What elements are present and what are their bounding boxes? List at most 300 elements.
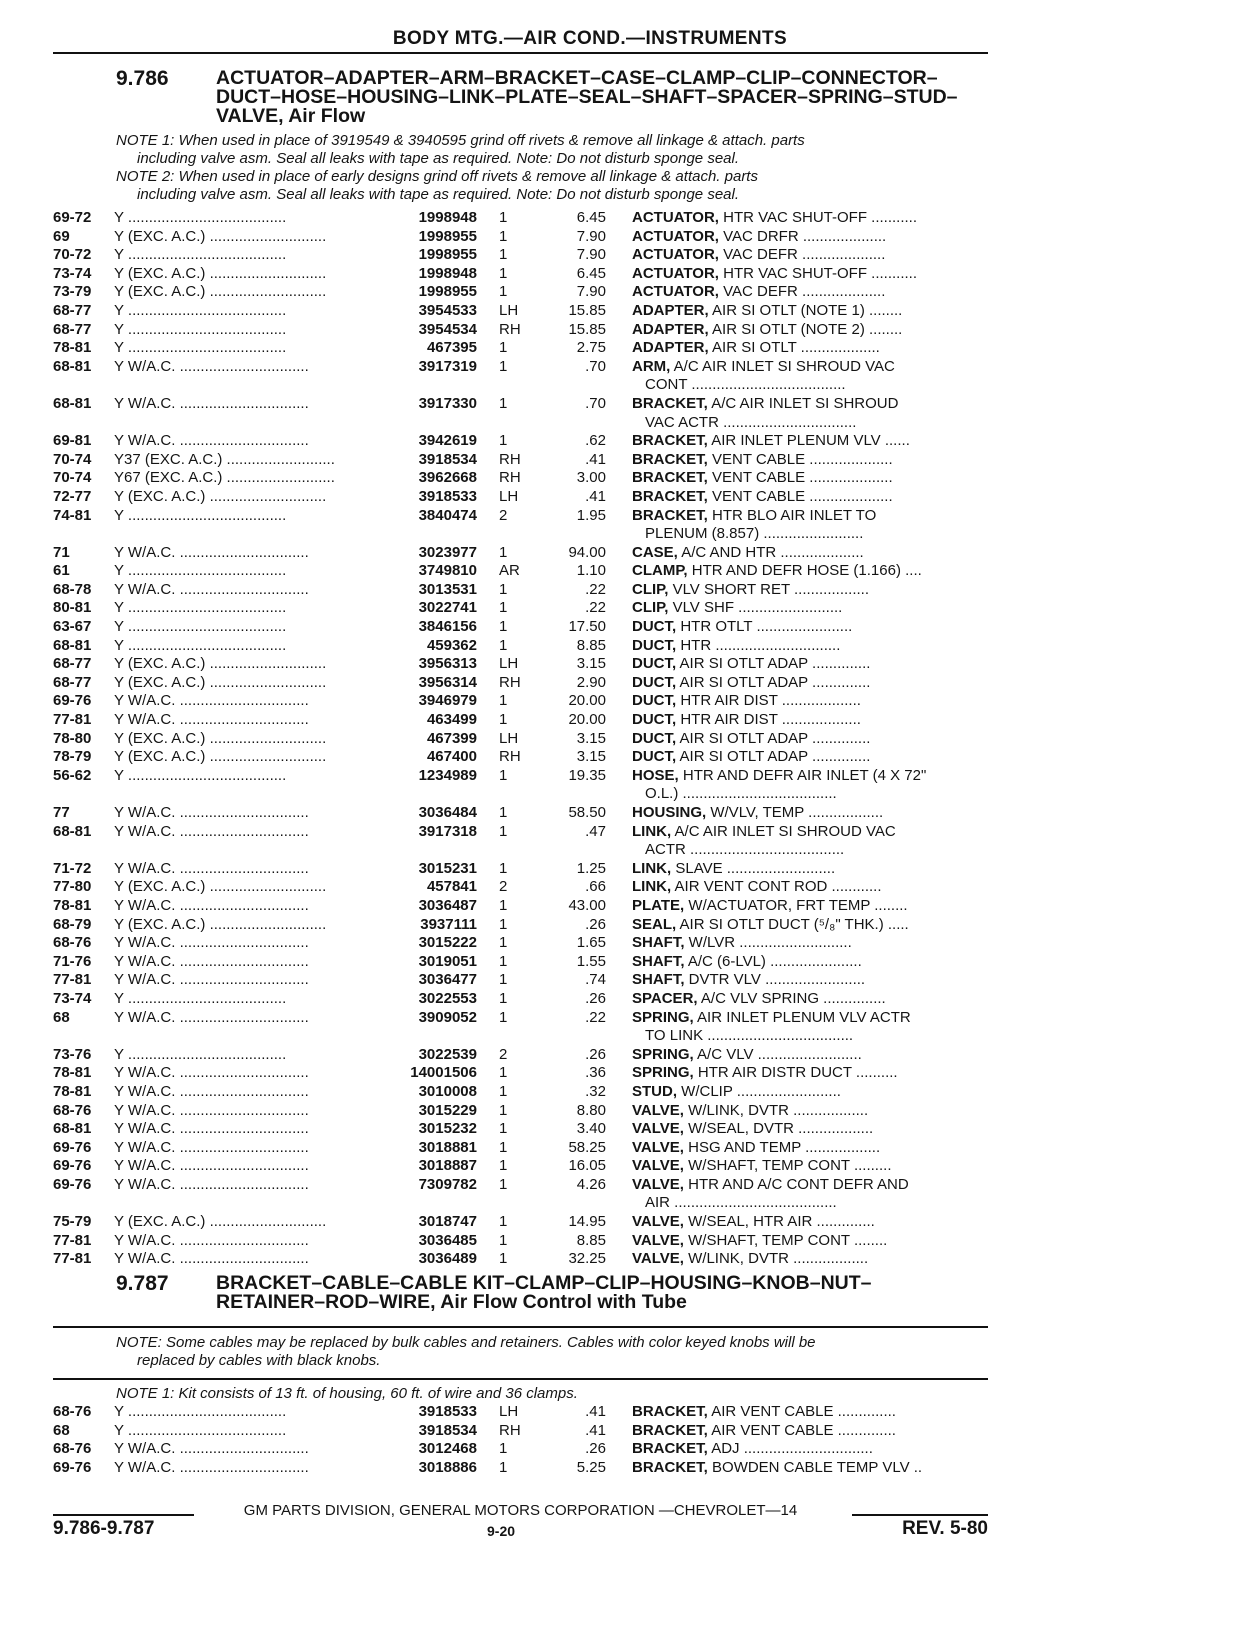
part-detail: AIR SI OTLT ADAP .............. (679, 673, 871, 691)
part-number: 14001506 (410, 1064, 477, 1082)
part-name: LINK, (632, 822, 672, 840)
part-description (632, 730, 988, 749)
part-detail-continued: PLENUM (8.857) ........................ (645, 525, 864, 543)
rule (53, 1378, 988, 1380)
part-name: HOUSING, (632, 804, 707, 821)
price: .26 (585, 1440, 606, 1458)
model-years: 70-74 (53, 450, 92, 468)
table-row (0, 1213, 1240, 1232)
part-description (632, 283, 988, 302)
table-row (0, 1422, 1240, 1441)
part-detail: W/LINK, DVTR .................. (688, 1101, 869, 1119)
part-number: 3015222 (418, 934, 477, 952)
table-row (0, 339, 1240, 358)
price: 43.00 (568, 896, 606, 914)
part-number: 3012468 (418, 1440, 477, 1458)
part-detail: A/C AND HTR .................... (681, 543, 864, 561)
price: .41 (585, 450, 606, 468)
part-detail: VENT CABLE .................... (712, 469, 893, 487)
part-detail: A/C VLV ......................... (697, 1045, 862, 1063)
price: 6.45 (576, 209, 606, 226)
table-row (0, 507, 1240, 544)
part-detail-continued: VAC ACTR ................................ (645, 413, 857, 431)
part-detail-continued: CONT ..................................... (645, 376, 846, 394)
table-row (0, 916, 1240, 935)
quantity: 1 (499, 246, 508, 264)
part-number: 3036484 (418, 804, 477, 821)
model-years: 70-72 (53, 246, 92, 264)
table-row (0, 878, 1240, 897)
part-detail: SLAVE .......................... (675, 859, 836, 877)
price: 1.95 (576, 506, 606, 524)
model-code: Y ...................................... (114, 1403, 287, 1420)
table-row (0, 748, 1240, 767)
section-title (216, 1274, 976, 1312)
quantity: 1 (499, 264, 508, 282)
table-row (0, 637, 1240, 656)
table-row (0, 1139, 1240, 1158)
table-row (0, 711, 1240, 730)
table-row (0, 1403, 1240, 1422)
price: 3.15 (576, 655, 606, 673)
price: 3.40 (576, 1120, 606, 1138)
quantity: 1 (499, 1440, 508, 1458)
part-description (632, 1176, 988, 1213)
model-code: Y W/A.C. ............................... (114, 971, 309, 989)
price: 8.85 (576, 1231, 606, 1249)
table-row (0, 562, 1240, 581)
part-number: 1998955 (418, 227, 477, 245)
table-row (0, 1157, 1240, 1176)
part-detail: W/LVR ........................... (688, 934, 852, 952)
table-row (0, 1176, 1240, 1213)
table-row (0, 804, 1240, 823)
model-code: Y W/A.C. ............................... (114, 692, 309, 710)
part-number: 3015231 (418, 859, 477, 877)
price: 5.25 (576, 1458, 606, 1476)
part-name: DUCT, (632, 636, 677, 654)
model-code: Y W/A.C. ............................... (114, 934, 309, 952)
part-description (632, 674, 988, 693)
part-name: ADAPTER, (632, 320, 709, 338)
model-years: 78-81 (53, 896, 92, 914)
part-detail: W/CLIP ......................... (681, 1082, 841, 1100)
part-description (632, 507, 988, 544)
part-detail: AIR SI OTLT (NOTE 1) ........ (712, 301, 903, 319)
part-name: DUCT, (632, 711, 677, 729)
part-detail-continued: TO LINK ................................... (645, 1027, 854, 1045)
part-number: 3917330 (418, 394, 477, 412)
quantity: RH (499, 320, 521, 338)
part-name: ACTUATOR, (632, 246, 719, 264)
part-name: VALVE, (632, 1231, 684, 1249)
part-number: 3036489 (418, 1250, 477, 1268)
price: 58.50 (568, 804, 606, 821)
part-number: 457841 (426, 878, 477, 896)
model-years: 68-76 (53, 1440, 92, 1458)
quantity: 1 (499, 711, 508, 729)
footer-section-range: 9.786-9.787 (53, 1518, 155, 1539)
model-code: Y (EXC. A.C.) ............................ (114, 748, 327, 766)
part-description (632, 246, 988, 265)
price: .47 (585, 822, 606, 840)
section-number: 9.786 (116, 67, 169, 90)
quantity: 2 (499, 506, 508, 524)
model-years: 69-76 (53, 692, 92, 710)
part-number: 459362 (426, 636, 477, 654)
part-description (632, 1120, 988, 1139)
table-row (0, 544, 1240, 563)
part-detail: HTR AIR DIST ................... (680, 711, 861, 729)
table-row (0, 897, 1240, 916)
part-detail: AIR VENT CABLE .............. (711, 1403, 896, 1420)
part-number: 3917319 (418, 357, 477, 375)
part-detail: HTR AIR DISTR DUCT .......... (697, 1064, 898, 1082)
part-number: 3918534 (418, 1421, 477, 1439)
table-row (0, 674, 1240, 693)
quantity: 1 (499, 1231, 508, 1249)
table-row (0, 618, 1240, 637)
price: .70 (585, 357, 606, 375)
model-code: Y (EXC. A.C.) ............................ (114, 283, 327, 301)
part-number: 3018886 (418, 1458, 477, 1476)
quantity: RH (499, 450, 521, 468)
model-code: Y W/A.C. ............................... (114, 896, 309, 914)
model-code: Y W/A.C. ............................... (114, 822, 309, 840)
quantity: 1 (499, 1138, 508, 1156)
price: .41 (585, 1403, 606, 1420)
part-description (632, 302, 988, 321)
model-code: Y (EXC. A.C.) ............................ (114, 915, 327, 933)
section-notes (116, 1385, 996, 1403)
table-row (0, 283, 1240, 302)
part-number: 3022539 (418, 1045, 477, 1063)
part-detail: AIR INLET PLENUM VLV ...... (711, 432, 910, 450)
part-number: 463499 (426, 711, 477, 729)
part-number: 3018887 (418, 1157, 477, 1175)
model-code: Y W/A.C. ............................... (114, 1458, 309, 1476)
part-name: BRACKET, (632, 1440, 708, 1458)
part-detail: HTR OTLT ....................... (680, 618, 853, 636)
part-detail: W/LINK, DVTR .................. (688, 1250, 869, 1268)
model-code: Y W/A.C. ............................... (114, 711, 309, 729)
model-years: 70-74 (53, 469, 92, 487)
part-name: LINK, (632, 878, 672, 896)
price: 7.90 (576, 283, 606, 301)
quantity: 1 (499, 543, 508, 561)
model-years: 77-81 (53, 1250, 92, 1268)
table-row (0, 265, 1240, 284)
quantity: 1 (499, 599, 508, 617)
model-code: Y W/A.C. ............................... (114, 432, 309, 450)
model-code: Y W/A.C. ............................... (114, 357, 309, 375)
part-name: ACTUATOR, (632, 283, 719, 301)
quantity: 1 (499, 1120, 508, 1138)
part-description (632, 953, 988, 972)
part-detail: VENT CABLE .................... (712, 487, 893, 505)
price: 19.35 (568, 766, 606, 784)
model-years: 77-80 (53, 878, 92, 896)
model-years: 56-62 (53, 766, 92, 784)
table-row (0, 730, 1240, 749)
rule (53, 1326, 988, 1328)
part-name: SHAFT, (632, 934, 685, 952)
quantity: RH (499, 469, 521, 487)
model-years: 68-81 (53, 1120, 92, 1138)
price: .26 (585, 1045, 606, 1063)
part-description (632, 488, 988, 507)
price: 94.00 (568, 543, 606, 561)
table-row (0, 692, 1240, 711)
part-description (632, 916, 988, 935)
note-line: NOTE 1: When used in place of 3919549 & 3940595 grind off rivets & remove all linkage & attach. parts (116, 132, 805, 149)
part-detail-continued: AIR ....................................... (645, 1194, 837, 1212)
quantity: 1 (499, 1250, 508, 1268)
price: 8.85 (576, 636, 606, 654)
price: 14.95 (568, 1213, 606, 1231)
part-detail: AIR SI OTLT ADAP .............. (679, 748, 871, 766)
part-name: BRACKET, (632, 487, 708, 505)
price: 8.80 (576, 1101, 606, 1119)
part-number: 3962668 (418, 469, 477, 487)
model-code: Y W/A.C. ............................... (114, 1138, 309, 1156)
part-number: 3036487 (418, 896, 477, 914)
part-detail: W/VLV, TEMP .................. (710, 804, 884, 821)
model-years: 78-79 (53, 748, 92, 766)
quantity: 1 (499, 1008, 508, 1026)
model-code: Y ...................................... (114, 246, 287, 264)
table-row (0, 599, 1240, 618)
model-years: 69-76 (53, 1157, 92, 1175)
model-years: 68-78 (53, 580, 92, 598)
price: 3.00 (576, 469, 606, 487)
table-row (0, 860, 1240, 879)
part-description (632, 469, 988, 488)
part-detail: W/SHAFT, TEMP CONT ......... (688, 1157, 892, 1175)
quantity: 1 (499, 227, 508, 245)
part-number: 3937111 (420, 915, 477, 933)
price: 7.90 (576, 246, 606, 264)
part-number: 467399 (426, 729, 477, 747)
part-number: 3018747 (418, 1213, 477, 1231)
model-years: 78-81 (53, 339, 92, 357)
model-years: 68-77 (53, 673, 92, 691)
part-description (632, 265, 988, 284)
quantity: 1 (499, 1157, 508, 1175)
part-description (632, 544, 988, 563)
part-name: ACTUATOR, (632, 209, 719, 226)
part-name: ADAPTER, (632, 301, 709, 319)
part-number: 3946979 (418, 692, 477, 710)
model-code: Y ...................................... (114, 618, 287, 636)
part-description (632, 1083, 988, 1102)
model-code: Y ...................................... (114, 989, 287, 1007)
part-description (632, 971, 988, 990)
model-years: 68-81 (53, 636, 92, 654)
note-line: NOTE 1: Kit consists of 13 ft. of housing, 60 ft. of wire and 36 clamps. (116, 1385, 578, 1402)
part-detail-continued: O.L.) ..................................... (645, 785, 837, 803)
model-code: Y W/A.C. ............................... (114, 1101, 309, 1119)
section-notes (116, 1334, 996, 1370)
model-years: 78-81 (53, 1064, 92, 1082)
part-description (632, 655, 988, 674)
quantity: 1 (499, 859, 508, 877)
part-detail: A/C VLV SPRING ............... (700, 989, 886, 1007)
price: 16.05 (568, 1157, 606, 1175)
part-description (632, 823, 988, 860)
model-years: 68-77 (53, 655, 92, 673)
part-name: STUD, (632, 1082, 677, 1100)
part-name: VALVE, (632, 1250, 684, 1268)
part-number: 3942619 (418, 432, 477, 450)
model-code: Y W/A.C. ............................... (114, 394, 309, 412)
part-detail: AIR VENT CABLE .............. (711, 1421, 896, 1439)
model-years: 71-72 (53, 859, 92, 877)
part-name: SPACER, (632, 989, 698, 1007)
part-description (632, 1422, 988, 1441)
part-detail: BOWDEN CABLE TEMP VLV .. (712, 1458, 923, 1476)
part-detail: AIR VENT CONT ROD ............ (674, 878, 882, 896)
part-name: VALVE, (632, 1120, 684, 1138)
table-row (0, 1459, 1240, 1478)
part-name: SPRING, (632, 1064, 694, 1082)
model-years: 68-76 (53, 934, 92, 952)
model-code: Y W/A.C. ............................... (114, 1250, 309, 1268)
part-name: CLIP, (632, 580, 669, 598)
model-code: Y ...................................... (114, 1421, 287, 1439)
table-row (0, 823, 1240, 860)
table-row (0, 469, 1240, 488)
part-name: BRACKET, (632, 394, 708, 412)
model-years: 73-76 (53, 1045, 92, 1063)
part-description (632, 748, 988, 767)
part-name: BRACKET, (632, 506, 708, 524)
part-number: 3018881 (418, 1138, 477, 1156)
part-detail: ADJ ............................... (711, 1440, 873, 1458)
table-row (0, 1046, 1240, 1065)
price: 3.15 (576, 748, 606, 766)
model-years: 69-81 (53, 432, 92, 450)
quantity: 1 (499, 896, 508, 914)
model-years: 68-76 (53, 1101, 92, 1119)
part-detail: AIR SI OTLT ................... (712, 339, 880, 357)
model-code: Y W/A.C. ............................... (114, 804, 309, 821)
part-detail: HTR AND A/C CONT DEFR AND (688, 1175, 909, 1193)
note-line: NOTE: Some cables may be replaced by bulk cables and retainers. Cables with color keyed knobs will be (116, 1334, 816, 1351)
part-number: 1998955 (418, 246, 477, 264)
part-detail: W/SEAL, HTR AIR .............. (688, 1213, 875, 1231)
table-row (0, 1009, 1240, 1046)
price: 15.85 (568, 301, 606, 319)
table-row (0, 432, 1240, 451)
model-years: 73-74 (53, 264, 92, 282)
part-number: 3022553 (418, 989, 477, 1007)
model-years: 77 (53, 804, 70, 821)
part-name: HOSE, (632, 766, 679, 784)
model-years: 61 (53, 562, 70, 580)
part-number: 3010008 (418, 1082, 477, 1100)
model-code: Y W/A.C. ............................... (114, 580, 309, 598)
table-row (0, 581, 1240, 600)
model-code: Y W/A.C. ............................... (114, 952, 309, 970)
quantity: 1 (499, 394, 508, 412)
price: 7.90 (576, 227, 606, 245)
part-name: BRACKET, (632, 1421, 708, 1439)
price: 58.25 (568, 1138, 606, 1156)
part-detail: HTR .............................. (680, 636, 841, 654)
part-detail: VLV SHF ......................... (672, 599, 843, 617)
model-years: 68-77 (53, 301, 92, 319)
price: .41 (585, 487, 606, 505)
model-code: Y W/A.C. ............................... (114, 543, 309, 561)
part-number: 3846156 (418, 618, 477, 636)
section-title-line: RETAINER–ROD–WIRE, Air Flow Control with Tube (216, 1291, 687, 1313)
part-name: VALVE, (632, 1175, 684, 1193)
model-code: Y37 (EXC. A.C.) .......................... (114, 450, 335, 468)
price: .66 (585, 878, 606, 896)
price: 32.25 (568, 1250, 606, 1268)
part-number: 3019051 (418, 952, 477, 970)
section-notes (116, 132, 996, 204)
quantity: LH (499, 487, 519, 505)
price: 15.85 (568, 320, 606, 338)
section-title: ACTUATOR–ADAPTER–ARM–BRACKET–CASE–CLAMP–CLIP–CONNECTOR– DUCT–HOSE–HOUSING–LINK–PLATE–SEAL–SHAFT–SPACER–SPRING–STUD–VALVE, Air Flow (216, 67, 958, 127)
quantity: 1 (499, 432, 508, 450)
model-years: 69-76 (53, 1138, 92, 1156)
part-name: SHAFT, (632, 952, 685, 970)
price: .22 (585, 599, 606, 617)
part-description (632, 934, 988, 953)
part-number: 467395 (426, 339, 477, 357)
part-description (632, 339, 988, 358)
model-years: 68-81 (53, 822, 92, 840)
part-detail: W/ACTUATOR, FRT TEMP ........ (688, 896, 908, 914)
part-name: SPRING, (632, 1045, 694, 1063)
model-code: Y ...................................... (114, 766, 287, 784)
model-years: 69-76 (53, 1458, 92, 1476)
part-detail-continued: ACTR ..................................... (645, 841, 845, 859)
quantity: 1 (499, 915, 508, 933)
part-number: 1998948 (418, 209, 477, 226)
part-detail: VENT CABLE .................... (712, 450, 893, 468)
note-line: NOTE 2: When used in place of early designs grind off rivets & remove all linkage & attach. parts (116, 168, 758, 185)
model-code: Y ...................................... (114, 209, 287, 226)
price: .62 (585, 432, 606, 450)
model-code: Y (EXC. A.C.) ............................ (114, 655, 327, 673)
model-code: Y (EXC. A.C.) ............................ (114, 878, 327, 896)
part-number: 3015232 (418, 1120, 477, 1138)
part-detail: VAC DRFR .................... (723, 227, 887, 245)
part-name: VALVE, (632, 1213, 684, 1231)
part-name: DUCT, (632, 673, 677, 691)
price: .70 (585, 394, 606, 412)
table-row (0, 1102, 1240, 1121)
part-description (632, 897, 988, 916)
table-row (0, 302, 1240, 321)
part-description (632, 1232, 988, 1251)
part-description (632, 451, 988, 470)
table-row (0, 395, 1240, 432)
quantity: 1 (499, 692, 508, 710)
part-detail: A/C AIR INLET SI SHROUD (711, 394, 899, 412)
part-description (632, 1139, 988, 1158)
price: 2.75 (576, 339, 606, 357)
quantity: 1 (499, 283, 508, 301)
part-detail: AIR INLET PLENUM VLV ACTR (697, 1008, 911, 1026)
table-row (0, 321, 1240, 340)
price: .26 (585, 989, 606, 1007)
part-number: 3918533 (418, 1403, 477, 1420)
